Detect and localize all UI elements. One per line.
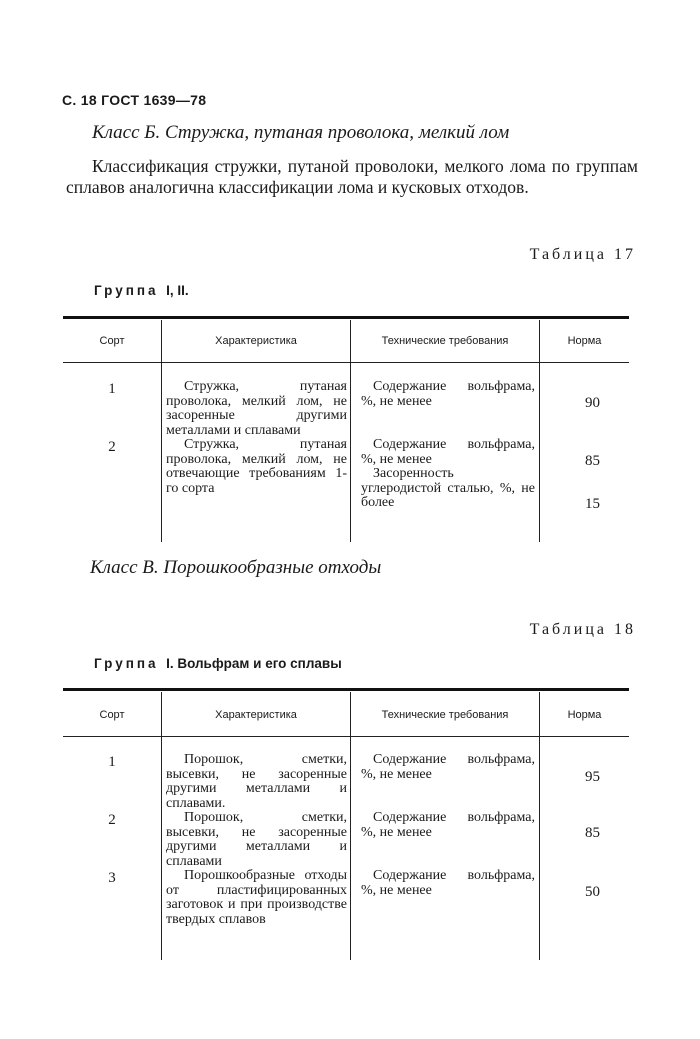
section-v-title: Класс В. Порошкообразные отходы <box>90 557 382 578</box>
row-sort: 2 <box>108 439 116 455</box>
table-17-label: Таблица 17 <box>529 246 636 263</box>
row-requirement: Содержание вольфрама, %, не менее <box>361 752 535 782</box>
group-prefix: Группа <box>94 283 159 298</box>
row-norm-2: 15 <box>585 496 600 512</box>
row-norm: 95 <box>585 769 600 785</box>
header-requirements: Технические требования <box>381 709 509 721</box>
row-characteristic: Стружка, путаная проволока, мелкий лом, не засоренные другими металлами и сплавами <box>166 379 347 438</box>
row-characteristic: Порошок, сметки, высевки, не засоренные другими металлами и сплавами <box>166 810 347 869</box>
row-sort: 3 <box>108 870 116 886</box>
row-norm: 85 <box>585 825 600 841</box>
row-requirement: Содержание вольфрама, %, не менее <box>361 868 535 898</box>
group-name: I, II. <box>166 283 189 298</box>
row-sort: 2 <box>108 812 116 828</box>
row-sort: 1 <box>108 754 116 770</box>
table-18-label: Таблица 18 <box>529 621 636 638</box>
row-norm: 85 <box>585 453 600 469</box>
section-b-paragraph: Классификация стружки, путаной проволоки, мелкого лома по группам сплавов аналогична классификации лома и кусковых отходов. <box>66 156 638 197</box>
header-norm: Норма <box>567 709 602 721</box>
header-norm: Норма <box>567 335 602 347</box>
group-prefix: Группа <box>94 656 159 671</box>
header-characteristic: Характеристика <box>215 335 297 347</box>
header-sort: Сорт <box>99 335 125 347</box>
column-divider <box>350 692 351 960</box>
row-requirement: Содержание вольфрама, %, не менее <box>361 810 535 840</box>
header-requirements: Технические требования <box>381 335 509 347</box>
row-sort: 1 <box>108 381 116 397</box>
row-characteristic: Порошкообразные отходы от пластифицированных заготовок и при производстве твердых сплавов <box>166 868 347 927</box>
row-requirement: Содержание вольфрама, %, не менее <box>361 379 535 409</box>
table-top-rule <box>63 688 629 691</box>
group-name: I. Вольфрам и его сплавы <box>166 656 342 671</box>
page-header: С. 18 ГОСТ 1639—78 <box>62 92 207 108</box>
header-characteristic: Характеристика <box>215 709 297 721</box>
row-requirement-2: Засоренность углеродистой сталью, %, не более <box>361 466 535 510</box>
row-norm: 50 <box>585 884 600 900</box>
row-norm: 90 <box>585 395 600 411</box>
header-sort: Сорт <box>99 709 125 721</box>
section-b-title: Класс Б. Стружка, путаная проволока, мелкий лом <box>92 122 510 143</box>
column-divider <box>161 692 162 960</box>
table-header-rule <box>63 736 629 737</box>
row-characteristic: Стружка, путаная проволока, мелкий лом, не отвечающие требованиям 1-го сорта <box>166 437 347 496</box>
row-characteristic: Порошок, сметки, высевки, не засоренные другими металлами и сплавами. <box>166 752 347 811</box>
row-requirement: Содержание вольфрама, %, не менее <box>361 437 535 467</box>
